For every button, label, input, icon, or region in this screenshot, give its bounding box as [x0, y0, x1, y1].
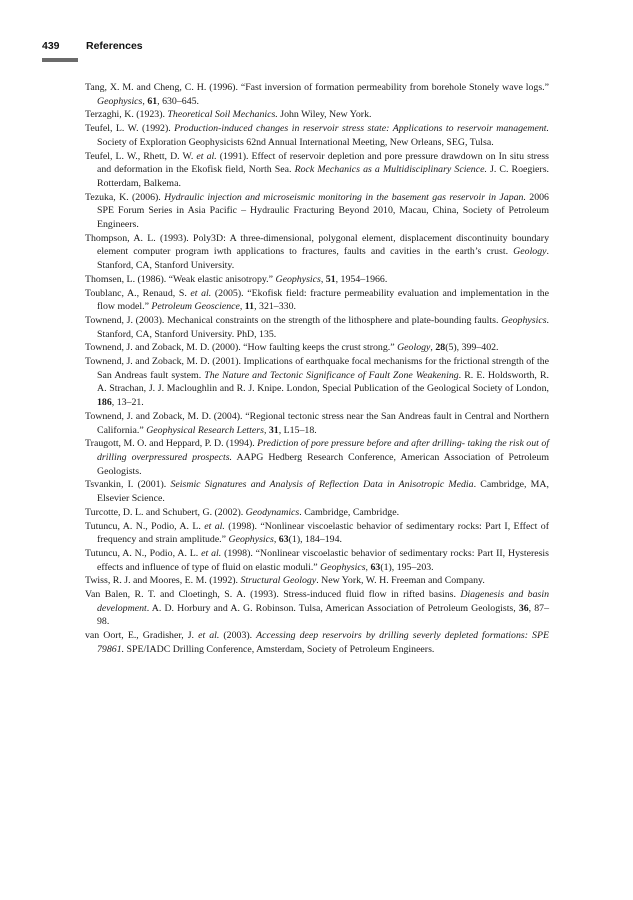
- reference-italic-text: Rock Mechanics as a Multidisciplinary Science.: [294, 164, 487, 176]
- reference-text: . Stanford, CA, Stanford University. PhD, 135.: [97, 314, 549, 340]
- reference-entry: [85, 273, 549, 287]
- reference-volume: 63: [370, 561, 381, 573]
- reference-text: , 1954–1966.: [335, 273, 388, 285]
- reference-italic-text: et al.: [198, 630, 220, 642]
- reference-italic-text: Hydraulic injection and microseismic monitoring in the basement gas reservoir in Japan.: [164, 191, 526, 203]
- reference-italic-text: Diagenesis and basin development: [97, 589, 549, 614]
- reference-italic-text: Production-induced changes in reservoir stress state: Applications to reservoir management.: [174, 123, 549, 135]
- reference-text: Townend, J. and Zoback, M. D. (2004). “Regional tectonic stress near the San Andreas fault in Central and Northern California.”: [85, 410, 549, 436]
- reference-entry: [85, 122, 549, 149]
- reference-text: . R. E. Holdsworth, R. A. Strachan, J. J. Macloughlin and R. J. Knipe. London, Special Publication of the Geological Society of London,: [97, 369, 549, 395]
- reference-entry: [85, 629, 549, 656]
- reference-italic-text: Geophysics: [275, 273, 321, 285]
- reference-text: Traugott, M. O. and Heppard, P. D. (1994).: [85, 438, 258, 450]
- reference-italic-text: Theoretical Soil Mechanics.: [167, 109, 278, 121]
- reference-text: (1), 195–203.: [380, 561, 434, 573]
- reference-italic-text: et al.: [204, 520, 225, 532]
- reference-italic-text: Geodynamics: [245, 506, 300, 518]
- reference-text: , 13–21.: [111, 397, 144, 409]
- reference-text: Tsvankin, I. (2001).: [85, 479, 171, 491]
- reference-text: Thompson, A. L. (1993). Poly3D: A three-dimensional, polygonal element, displacement discontinuity boundary element computer program iwth applications to fractures, faults and cavities in the earth’s crust.: [85, 232, 549, 258]
- reference-volume: 63: [278, 534, 289, 546]
- reference-entry: [85, 410, 549, 437]
- reference-entry: [85, 108, 549, 122]
- reference-italic-text: Geology: [513, 246, 547, 258]
- reference-text: . Stanford, CA, Stanford University.: [97, 246, 549, 272]
- running-header: [42, 40, 602, 68]
- reference-entry: [85, 478, 549, 505]
- reference-text: ,: [239, 301, 245, 313]
- reference-text: (1998). “Nonlinear viscoelastic behavior of sedimentary rocks: Part II, Hysteresis effects and influence of type of fluid on elastic moduli.”: [97, 547, 549, 573]
- page-number: 439: [42, 40, 60, 52]
- reference-text: van Oort, E., Gradisher, J.: [85, 630, 199, 642]
- reference-text: Society of Exploration Geophysicists 62nd Annual International Meeting, New Orleans, SEG, Tulsa.: [97, 136, 494, 148]
- reference-list: [85, 81, 549, 657]
- reference-italic-text: Geophysics: [228, 534, 274, 546]
- reference-italic-text: Geology: [397, 342, 431, 354]
- reference-text: Townend, J. (2003). Mechanical constraints on the strength of the lithosphere and plate-bounding faults.: [85, 314, 502, 326]
- reference-entry: [85, 341, 549, 355]
- reference-text: Tutuncu, A. N., Podio, A. L.: [85, 547, 202, 559]
- reference-text: Townend, J. and Zoback, M. D. (2001). Implications of earthquake focal mechanisms for the frictional strength of the San Andreas fault system.: [85, 356, 549, 381]
- reference-entry: [85, 81, 549, 108]
- reference-entry: [85, 520, 549, 547]
- reference-entry: [85, 547, 549, 574]
- reference-volume: 36: [518, 602, 529, 614]
- reference-volume: 61: [147, 95, 158, 107]
- reference-italic-text: et al.: [201, 547, 222, 559]
- reference-entry: [85, 232, 549, 273]
- reference-text: , 321–330.: [254, 301, 296, 313]
- reference-text: Terzaghi, K. (1923).: [85, 109, 168, 121]
- reference-text: . New York, W. H. Freeman and Company.: [316, 575, 485, 587]
- reference-italic-text: Geophysics: [501, 314, 547, 326]
- reference-entry: [85, 355, 549, 410]
- reference-entry: [85, 287, 549, 314]
- reference-text: , 630–645.: [157, 95, 199, 107]
- reference-text: J. C. Roegiers. Rotterdam, Balkema.: [97, 164, 549, 189]
- reference-text: ,: [142, 95, 148, 107]
- section-title: References: [86, 40, 143, 52]
- reference-entry: [85, 150, 549, 191]
- reference-italic-text: et al.: [196, 150, 217, 162]
- reference-text: Toublanc, A., Renaud, S.: [85, 287, 191, 299]
- reference-text: ,: [430, 342, 436, 354]
- reference-italic-text: Petroleum Geoscience: [151, 301, 240, 313]
- reference-text: (5), 399–402.: [445, 342, 499, 354]
- reference-italic-text: Accessing deep reservoirs by drilling severly depleted formations: SPE 79861.: [97, 630, 549, 655]
- reference-text: (2005). “Ekofisk field: fracture permeability evaluation and implementation in the flow model.”: [97, 287, 550, 313]
- reference-entry: [85, 506, 549, 520]
- header-rule: [42, 58, 78, 62]
- reference-italic-text: Structural Geology: [240, 575, 317, 587]
- reference-text: AAPG Hedberg Research Conference, American Association of Petroleum Geologists.: [97, 451, 549, 477]
- reference-entry: [85, 574, 549, 588]
- reference-entry: [85, 437, 549, 478]
- reference-text: ,: [273, 534, 279, 546]
- reference-text: John Wiley, New York.: [277, 109, 372, 121]
- reference-text: Van Balen, R. T. and Cloetingh, S. A. (1993). Stress-induced fluid flow in rifted basins.: [85, 589, 461, 601]
- reference-text: Turcotte, D. L. and Schubert, G. (2002).: [85, 506, 246, 518]
- reference-italic-text: et al.: [190, 287, 212, 299]
- reference-text: 2006 SPE Forum Series in Asia Pacific – Hydraulic Fracturing Beyond 2010, Macau, China, Society of Petroleum Engineers.: [97, 191, 549, 231]
- reference-italic-text: Geophysics: [97, 95, 143, 107]
- reference-text: Townend, J. and Zoback, M. D. (2000). “How faulting keeps the crust strong.”: [85, 342, 398, 354]
- reference-text: . Cambridge, MA, Elsevier Science.: [97, 479, 549, 505]
- reference-italic-text: The Nature and Tectonic Significance of Fault Zone Weakening: [204, 369, 459, 381]
- reference-text: SPE/IADC Drilling Conference, Amsterdam, Society of Petroleum Engineers.: [124, 643, 435, 655]
- reference-text: ,: [365, 561, 371, 573]
- reference-text: . A. D. Horbury and A. G. Robinson. Tulsa, American Association of Petroleum Geologists,: [146, 602, 519, 614]
- reference-italic-text: Prediction of pore pressure before and after drilling- taking the risk out of drilling overpressured prospects.: [97, 438, 549, 463]
- reference-italic-text: Geophysics: [320, 561, 366, 573]
- reference-text: ,: [320, 273, 326, 285]
- reference-italic-text: Seismic Signatures and Analysis of Reflection Data in Anisotropic Media: [170, 479, 474, 491]
- reference-text: Tang, X. M. and Cheng, C. H. (1996). “Fast inversion of formation permeability from borehole Stonely wave logs.”: [85, 82, 549, 93]
- reference-volume: 186: [97, 397, 112, 409]
- reference-text: (1998). “Nonlinear viscoelastic behavior of sedimentary rocks: Part I, Effect of frequency and strain amplitude.”: [97, 520, 550, 546]
- reference-italic-text: Geophysical Research Letters: [146, 424, 264, 436]
- reference-text: Teufel, L. W. (1992).: [85, 123, 175, 135]
- reference-volume: 31: [268, 424, 279, 436]
- reference-text: (1), 184–194.: [288, 534, 342, 546]
- reference-text: . Cambridge, Cambridge.: [299, 506, 400, 518]
- reference-text: Twiss, R. J. and Moores, E. M. (1992).: [85, 575, 241, 587]
- reference-text: , 87–98.: [97, 602, 549, 628]
- reference-text: Teufel, L. W., Rhett, D. W.: [85, 150, 197, 162]
- reference-entry: [85, 588, 549, 629]
- reference-text: Thomsen, L. (1986). “Weak elastic anisotropy.”: [85, 273, 276, 285]
- reference-volume: 11: [244, 301, 255, 313]
- reference-entry: [85, 314, 549, 341]
- reference-text: Tutuncu, A. N., Podio, A. L.: [85, 520, 205, 532]
- reference-text: Tezuka, K. (2006).: [85, 191, 165, 203]
- reference-text: ,: [263, 424, 269, 436]
- reference-text: (2003).: [219, 630, 257, 642]
- reference-volume: 51: [325, 273, 336, 285]
- reference-text: , L15–18.: [278, 424, 317, 436]
- reference-entry: [85, 191, 549, 232]
- reference-volume: 28: [435, 342, 446, 354]
- reference-text: (1991). Effect of reservoir depletion and pore pressure drawdown on In situ stress and deformation in the Ekofisk field, North Sea.: [97, 150, 549, 176]
